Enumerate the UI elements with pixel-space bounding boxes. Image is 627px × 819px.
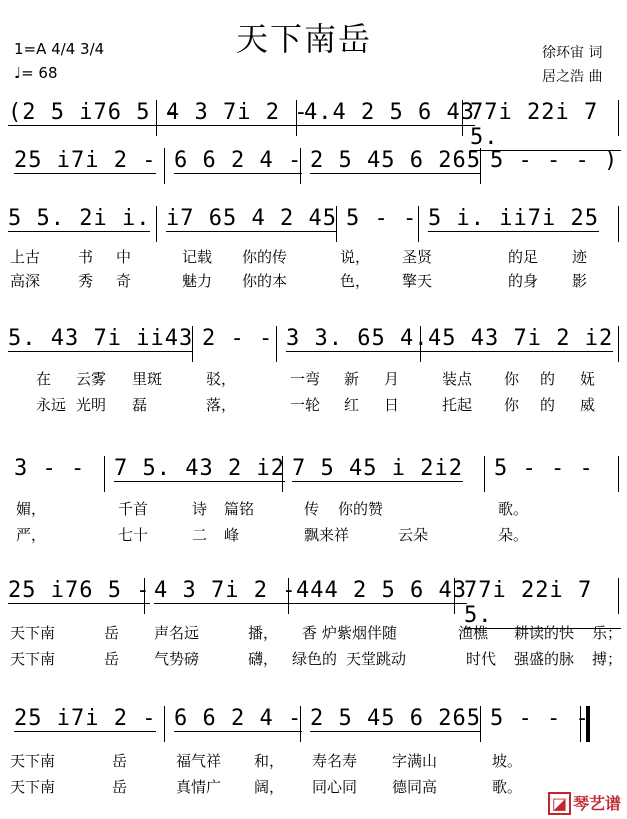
lyric: 影 [572, 272, 588, 290]
lyric-line-2 [6, 648, 621, 670]
lyric: 千首 [118, 500, 149, 518]
score-system [6, 706, 621, 798]
lyric: 歌。 [492, 778, 523, 796]
measure: 2 - - [202, 326, 274, 351]
lyric: 永远 [36, 396, 67, 414]
barline [618, 326, 619, 362]
lyric: 天堂跳动 [346, 650, 407, 668]
lyric: 天下南 [10, 752, 56, 770]
barline [618, 456, 619, 492]
lyric: 飘来祥 [304, 526, 350, 544]
final-barline [586, 706, 590, 742]
lyric: 播， [248, 624, 279, 642]
lyric: 云朵 [398, 526, 429, 544]
lyric: 朵。 [498, 526, 529, 544]
lyric: 的足 [508, 248, 539, 266]
lyric: 迹 [572, 248, 588, 266]
lyric: 福气祥 [176, 752, 222, 770]
lyric: 的 [540, 370, 556, 388]
lyric: 秀 [78, 272, 94, 290]
barline [300, 148, 301, 184]
lyric: 月 [384, 370, 400, 388]
measure: 5 i. ii7i 25 [428, 206, 599, 231]
composer: 居之浩 曲 [542, 69, 603, 85]
logo-icon: ◪ [548, 792, 571, 815]
lyric: 云雾 [76, 370, 107, 388]
lyric: 威 [580, 396, 596, 414]
barline [484, 456, 485, 492]
lyric: 诗 [192, 500, 208, 518]
lyric: 的身 [508, 272, 539, 290]
measure: 6 6 2 4 - [174, 706, 303, 731]
measure: 3 3. 65 4. [286, 326, 429, 351]
barline [454, 578, 455, 614]
barline [164, 706, 165, 742]
lyric: 红 [344, 396, 360, 414]
lyric: 天下南 [10, 778, 56, 796]
lyric: 的 [540, 396, 556, 414]
lyric: 声名远 [154, 624, 200, 642]
lyric: 色， [340, 272, 371, 290]
measure: 7 5. 43 2 i2 [114, 456, 285, 481]
barline [164, 148, 165, 184]
lyric: 一弯 [290, 370, 321, 388]
measure: 2 5 45 6 265 [310, 706, 481, 731]
lyric: 你 [504, 370, 520, 388]
measure: i7 65 4 2 45 [166, 206, 337, 231]
lyric: 字满山 [392, 752, 438, 770]
lyric: 气势磅 [154, 650, 200, 668]
lyric: 德同高 [392, 778, 438, 796]
lyric: 炉紫烟伴随 [322, 624, 398, 642]
page-title: 天下南岳 [236, 20, 373, 58]
barline [192, 326, 193, 362]
measure: 3 - - [14, 456, 86, 481]
lyric: 强盛的脉 [514, 650, 575, 668]
measure: 5 - - - [490, 706, 590, 731]
measure: 444 2 5 6 43 [296, 578, 467, 603]
barline [618, 100, 619, 136]
lyric: 魅力 [182, 272, 213, 290]
lyric: 礴， [248, 650, 279, 668]
lyric-line-1 [6, 246, 621, 268]
lyric: 磊 [132, 396, 148, 414]
lyric: 岳 [104, 650, 120, 668]
barline [618, 578, 619, 614]
measure: 7 5 45 i 2i2 [292, 456, 463, 481]
barline [618, 206, 619, 242]
lyric: 一轮 [290, 396, 321, 414]
lyric: 篇铭 [224, 500, 255, 518]
score-system [6, 326, 621, 418]
logo-text: 琴艺谱 [572, 794, 621, 813]
measure: 6 6 2 4 - [174, 148, 303, 173]
lyric: 搏； [592, 650, 623, 668]
measure: 25 i7i 2 - [14, 148, 157, 173]
measure: 25 i76 5 - [8, 578, 151, 603]
lyric: 上古 [10, 248, 41, 266]
lyric-line-2 [6, 524, 621, 546]
lyric: 说， [340, 248, 371, 266]
lyric: 严， [16, 526, 47, 544]
lyric: 时代 [466, 650, 497, 668]
lyric: 寿名寿 [312, 752, 358, 770]
score-system [6, 578, 621, 670]
lyric: 耕读的快 [514, 624, 575, 642]
lyric: 乐； [592, 624, 623, 642]
lyric: 绿色的 [292, 650, 338, 668]
barline [156, 100, 157, 136]
lyric: 坡。 [492, 752, 523, 770]
barline [282, 456, 283, 492]
barline [156, 206, 157, 242]
barline [300, 706, 301, 742]
lyric: 你的赞 [338, 500, 384, 518]
lyric-line-2 [6, 270, 621, 292]
lyric: 你 [504, 396, 520, 414]
lyric: 歌。 [498, 500, 529, 518]
lyric-line-2 [6, 776, 621, 798]
lyric: 中 [116, 248, 132, 266]
lyric: 岳 [104, 624, 120, 642]
lyric: 岳 [112, 778, 128, 796]
lyric: 和， [254, 752, 285, 770]
measure: (2 5 i76 5 - [8, 100, 179, 125]
lyric: 七十 [118, 526, 149, 544]
barline [420, 326, 421, 362]
measure: 4.4 2 5 6 43 [304, 100, 475, 125]
measure: 45 43 7i 2 i2 [428, 326, 614, 351]
lyric: 记载 [182, 248, 213, 266]
measure: 5. 43 7i ii43 [8, 326, 194, 351]
tempo: ♩= 68 [14, 64, 58, 82]
lyric: 香 [302, 624, 318, 642]
barline [462, 100, 463, 136]
barline [418, 206, 419, 242]
lyric: 奇 [116, 272, 132, 290]
score-system [6, 456, 621, 548]
lyric: 天下南 [10, 650, 56, 668]
lyric-line-1 [6, 622, 621, 644]
lyric: 你的本 [242, 272, 288, 290]
lyric: 落， [206, 396, 237, 414]
lyric: 圣贤 [402, 248, 433, 266]
lyric: 媚， [16, 500, 47, 518]
lyric: 书 [78, 248, 94, 266]
lyric: 同心同 [312, 778, 358, 796]
barline [104, 456, 105, 492]
lyric-line-2 [6, 394, 621, 416]
lyric-line-1 [6, 750, 621, 772]
lyric: 二 [192, 526, 208, 544]
measure: 77i 22i 7 5. [470, 100, 621, 151]
measure: 5 - - [346, 206, 418, 231]
barline [580, 706, 581, 742]
lyric: 渔樵 [458, 624, 489, 642]
barline [144, 578, 145, 614]
measure: 77i 22i 7 5. [464, 578, 621, 629]
lyric: 托起 [442, 396, 473, 414]
lyric: 妩 [580, 370, 596, 388]
lyric: 真情广 [176, 778, 222, 796]
lyric: 天下南 [10, 624, 56, 642]
measure: 5 - - - ) [490, 148, 619, 173]
lyric: 日 [384, 396, 400, 414]
measure: 25 i7i 2 - [14, 706, 157, 731]
lyric: 在 [36, 370, 52, 388]
lyric: 里斑 [132, 370, 163, 388]
barline [288, 578, 289, 614]
lyric: 阔， [254, 778, 285, 796]
lyric: 新 [344, 370, 360, 388]
barline [480, 706, 481, 742]
measure: 4 3 7i 2 - [166, 100, 309, 125]
lyric-line-1 [6, 498, 621, 520]
key-meter: 1=A 4/4 3/4 [14, 40, 105, 58]
barline [276, 326, 277, 362]
lyric: 擎天 [402, 272, 433, 290]
lyric: 驳， [206, 370, 237, 388]
barline [336, 206, 337, 242]
lyric-line-1 [6, 368, 621, 390]
lyricist: 徐环宙 词 [542, 45, 603, 61]
measure: 2 5 45 6 265 [310, 148, 481, 173]
measure: 5 5. 2i i. [8, 206, 151, 231]
score-system [6, 206, 621, 298]
lyric: 高深 [10, 272, 41, 290]
site-logo [548, 791, 621, 815]
lyric: 传 [304, 500, 320, 518]
measure: 5 - - - [494, 456, 594, 481]
lyric: 你的传 [242, 248, 288, 266]
measure: 4 3 7i 2 - [154, 578, 297, 603]
score-system [6, 148, 621, 188]
score-system [6, 100, 621, 150]
lyric: 光明 [76, 396, 107, 414]
lyric: 装点 [442, 370, 473, 388]
barline [296, 100, 297, 136]
lyric: 岳 [112, 752, 128, 770]
lyric: 峰 [224, 526, 240, 544]
barline [480, 148, 481, 184]
